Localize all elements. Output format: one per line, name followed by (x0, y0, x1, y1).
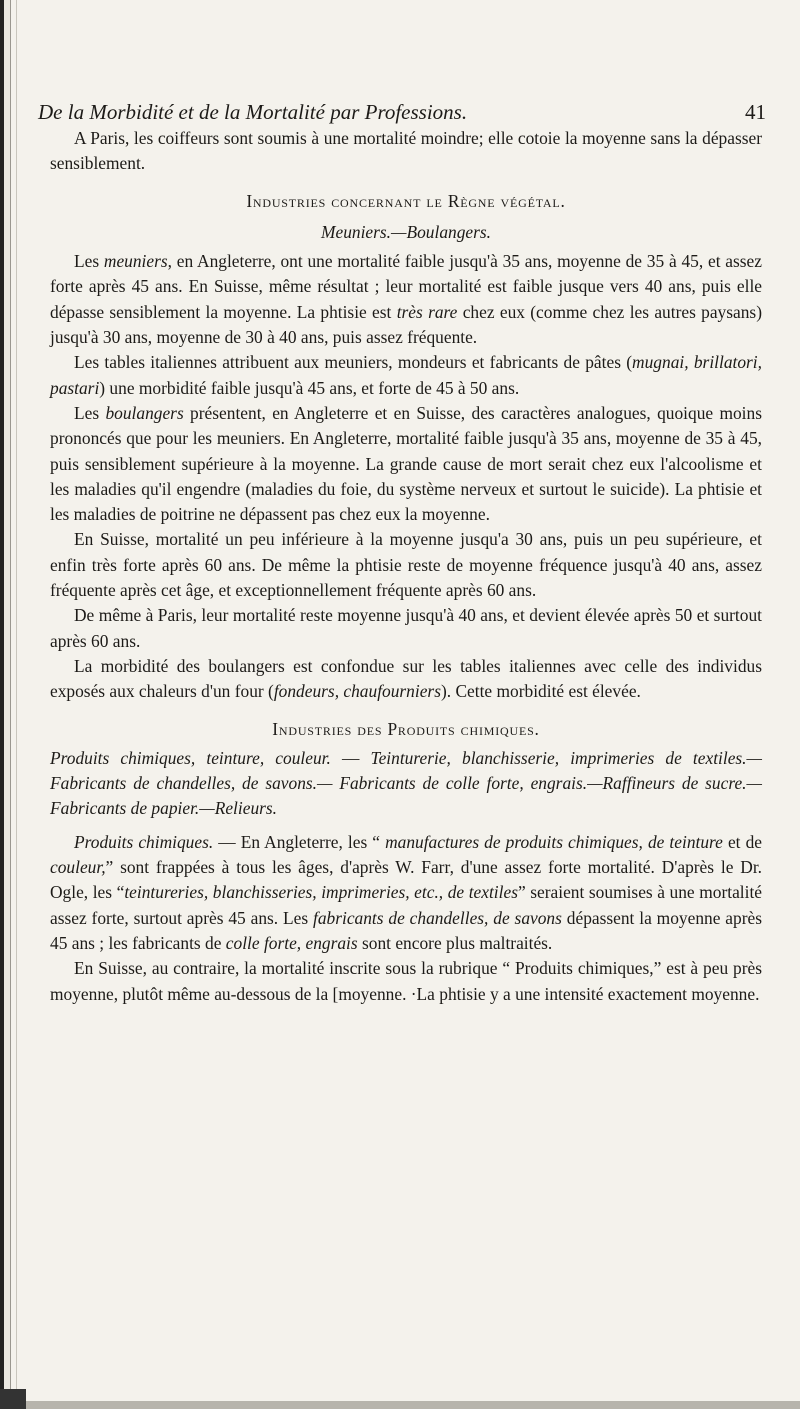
section-heading-vegetal: Industries concernant le Règne végétal. (246, 190, 566, 211)
paragraph-paris: De même à Paris, leur mortalité reste moyenne jusqu'à 40 ans, et devient élevée après 50 et surtout après 60 ans. (50, 605, 762, 651)
page-binding-edge (0, 0, 4, 1409)
page-header (38, 100, 766, 128)
page-edge-line-inner (16, 0, 17, 1409)
paragraph-boulangers: Les boulangers présentent, en Angleterre et en Suisse, des caractères analogues, quoique moins prononcés que pour les meuniers. En Angleterre, mortalité faible jusqu'à 35 ans, moyenne de 35 à 45, puis sensiblement supérieure à la moyenne. La grande cause de mort serait chez eux l'alcoolisme et les maladies qu'il engendre (maladies du foie, du système nerveux et surtout le suicide). La phtisie et les maladies de poitrine ne dépassent pas chez eux la moyenne. (50, 402, 762, 525)
section-heading-chimiques: Industries des Produits chimiques. (272, 718, 540, 739)
page-edge-line (10, 0, 11, 1409)
paragraph-intro: A Paris, les coiffeurs sont soumis à une mortalité moindre; elle cotoie la moyenne sans la dépasser sensiblement. (50, 128, 762, 174)
page-bottom-shadow (0, 1401, 800, 1409)
running-head: De la Morbidité et de la Mortalité par Professions. (38, 100, 468, 124)
paragraph-morbidite: La morbidité des boulangers est confondue sur les tables italiennes avec celle des individus exposés aux chaleurs d'un four (fondeurs, chaufourniers). Cette morbidité est élevée. (50, 655, 762, 702)
subsection-heading-meuniers: Meuniers.—Boulangers. (320, 221, 492, 242)
paragraph-list-industries: Produits chimiques, teinture, couleur. — Teinturerie, blanchisserie, imprimeries de textiles.—Fabricants de chandelles, de savons.— Fabricants de colle forte, engrais.—Raffineurs de sucre.—Fabricants de papier.—Relieurs. (50, 747, 762, 819)
spacer (50, 822, 762, 830)
body-text (50, 126, 762, 1007)
paragraph-produits-chimiques: Produits chimiques. — En Angleterre, les “ manufactures de produits chimiques, de teinture et de couleur,” sont frappées à tous les âges, d'après W. Farr, d'une assez forte mortalité. D'après le Dr. Ogle, les “teintureries, blanchisseries, imprimeries, etc., de textiles” seraient soumises à une mortalité assez forte, surtout après 45 ans. Les fabricants de chandelles, de savons dépassent la moyenne après 45 ans ; les fabricants de colle forte, engrais sont encore plus maltraités. (50, 831, 762, 953)
paragraph-meuniers: Les meuniers, en Angleterre, ont une mortalité faible jusqu'à 35 ans, moyenne de 35 à 45, et assez forte après 45 ans. En Suisse, même résultat ; leur mortalité est faible jusque vers 40 ans, puis elle dépasse sensiblement la moyenne. La phtisie est très rare chez eux (comme chez les autres paysans) jusqu'à 30 ans, moyenne de 30 à 40 ans, puis assez fréquente. (50, 251, 762, 348)
paragraph-suisse: En Suisse, mortalité un peu inférieure à la moyenne jusqu'a 30 ans, puis un peu supérieure, et enfin très forte après 60 ans. De même la phtisie reste de moyenne fréquence jusqu'à 40 ans, assez fréquente après cet âge, et exceptionnellement fréquente après 60 ans. (50, 529, 762, 601)
paragraph-suisse-chimiques: En Suisse, au contraire, la mortalité inscrite sous la rubrique “ Produits chimiques,” est à peu près moyenne, plutôt même au-dessous de la [moyenne. ·La phtisie y a une intensité exactement moyenne. (50, 958, 762, 1004)
paragraph-tables-italiennes: Les tables italiennes attribuent aux meuniers, mondeurs et fabricants de pâtes (mugnai, brillatori, pastari) une morbidité faible jusqu'à 45 ans, et forte de 45 à 50 ans. (50, 352, 762, 398)
page-number: 41 (745, 100, 766, 124)
page-corner-mark (0, 1389, 26, 1409)
